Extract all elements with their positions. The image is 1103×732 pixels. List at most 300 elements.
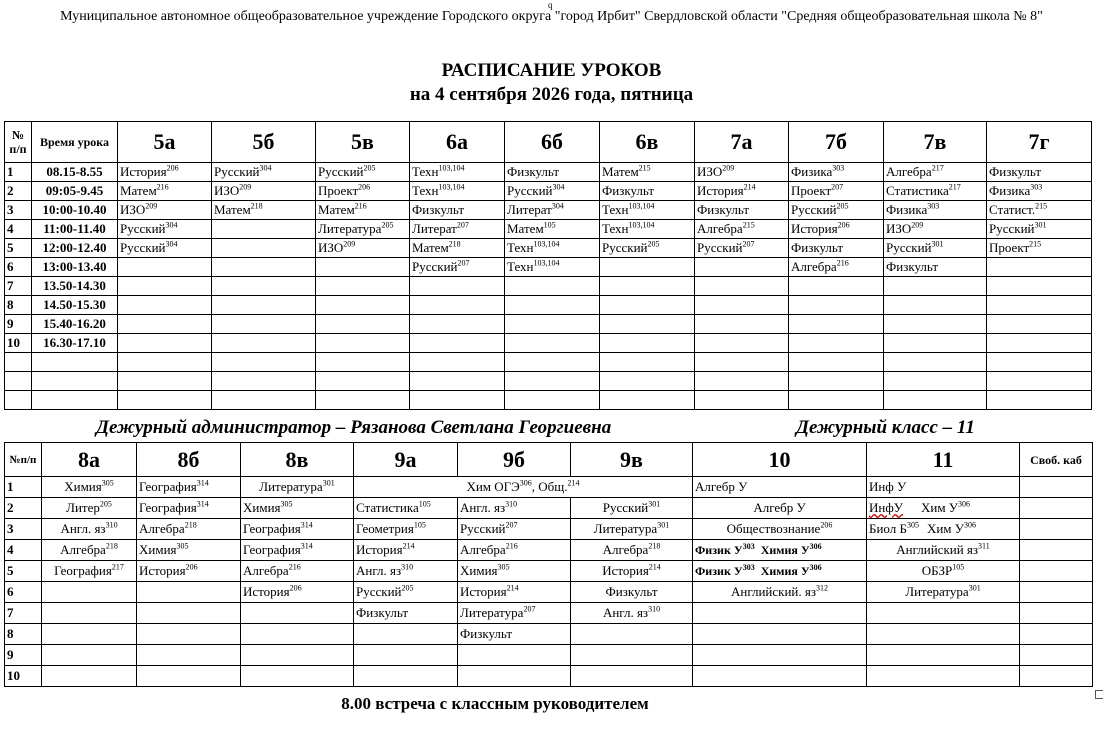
class-header: 5а (118, 122, 212, 163)
table-row (5, 561, 1093, 582)
room-number: 209 (722, 163, 735, 173)
table-row (5, 296, 1092, 315)
lesson-cell (695, 315, 789, 334)
lesson-cell (884, 353, 987, 372)
lesson-cell (884, 315, 987, 334)
lesson-cell (600, 372, 695, 391)
lesson-cell (695, 277, 789, 296)
lesson-cell: Русский$^{304}$ (212, 163, 316, 182)
lesson-cell (137, 582, 241, 603)
class-header: 5в (316, 122, 410, 163)
table-row (5, 277, 1092, 296)
lesson-cell: Русский$^{205}$ (789, 201, 884, 220)
lesson-cell: География$^{314}$ (137, 477, 241, 498)
lesson-cell (867, 666, 1020, 687)
lesson-number: 2 (5, 182, 32, 201)
table-row (5, 182, 1092, 201)
lesson-number (5, 353, 32, 372)
lesson-cell (316, 258, 410, 277)
room-number: 304 (165, 239, 178, 249)
room-number: 303 (927, 201, 940, 211)
lesson-cell: Алгебра$^{218}$ (137, 519, 241, 540)
room-number: 303 (742, 563, 755, 572)
lesson-cell (118, 391, 212, 410)
table-header-row (5, 443, 1093, 477)
room-number: 306 (809, 563, 822, 572)
lesson-cell (695, 372, 789, 391)
room-number: 216 (288, 562, 301, 572)
room-number: 301 (322, 478, 335, 488)
room-number: 305 (906, 520, 919, 530)
lesson-cell: ОБЗР$^{105}$ (867, 561, 1020, 582)
lesson-cell (410, 353, 505, 372)
duty-class: Дежурный класс – 11 (796, 417, 975, 438)
lesson-cell (600, 353, 695, 372)
lesson-cell (867, 603, 1020, 624)
room-number: 304 (551, 201, 564, 211)
lesson-cell: География$^{314}$ (241, 519, 354, 540)
lesson-cell: Русский$^{207}$ (695, 239, 789, 258)
lesson-cell: Литература$^{301}$ (241, 477, 354, 498)
lesson-cell: Русский$^{304}$ (118, 239, 212, 258)
lesson-cell (137, 666, 241, 687)
lesson-number: 1 (5, 477, 42, 498)
room-number: 218 (648, 541, 661, 551)
class-header: 6а (410, 122, 505, 163)
lesson-cell (458, 666, 571, 687)
lesson-cell: Литерат$^{207}$ (410, 220, 505, 239)
room-number: 215 (742, 220, 755, 230)
room-number: 105 (413, 520, 426, 530)
lesson-cell: Проект$^{207}$ (789, 182, 884, 201)
lesson-cell (600, 391, 695, 410)
page-subtitle: на 4 сентября 2026 года, пятница (409, 84, 694, 105)
lesson-cell (354, 666, 458, 687)
room-number: 214 (567, 478, 580, 488)
lesson-cell: Химия$^{305}$ (458, 561, 571, 582)
table-row (5, 315, 1092, 334)
lesson-cell (693, 666, 867, 687)
lesson-time: 12:00-12.40 (32, 239, 118, 258)
lesson-cell: Физкульт (354, 603, 458, 624)
lesson-time: 16.30-17.10 (32, 334, 118, 353)
lesson-cell (505, 296, 600, 315)
lesson-cell: Физика$^{303}$ (987, 182, 1092, 201)
class-header: 11 (867, 443, 1020, 477)
lesson-cell (600, 296, 695, 315)
lesson-cell (410, 277, 505, 296)
lesson-cell: Физкульт (571, 582, 693, 603)
room-number: 301 (968, 583, 981, 593)
room-number: 205 (836, 201, 849, 211)
lesson-cell (789, 296, 884, 315)
lesson-cell: Физкульт (600, 182, 695, 201)
lesson-cell: Русский$^{207}$ (458, 519, 571, 540)
lesson-cell (987, 353, 1092, 372)
lesson-cell (137, 645, 241, 666)
lesson-cell (789, 353, 884, 372)
room-number: 305 (280, 499, 293, 509)
lesson-cell (1020, 540, 1093, 561)
lesson-cell (695, 391, 789, 410)
lesson-cell: Литература$^{301}$ (571, 519, 693, 540)
lesson-cell: Техн$^{103,104}$ (410, 182, 505, 201)
lesson-cell (212, 277, 316, 296)
school-name: Муниципальное автономное общеобразовательное учреждение Городского округа "город Ирбит" Свердловской области "Средняя общеобразовательная школа № 8" (60, 9, 1043, 24)
room-number: 301 (657, 520, 670, 530)
room-number: 306 (963, 520, 976, 530)
room-number: 214 (506, 583, 519, 593)
lesson-cell (137, 624, 241, 645)
room-number: 216 (156, 182, 169, 192)
paragraph-mark: q (548, 0, 553, 10)
lesson-cell: Статистика$^{105}$ (354, 498, 458, 519)
lesson-cell (316, 315, 410, 334)
room-number: 205 (363, 163, 376, 173)
lesson-cell: Инф У (867, 477, 1020, 498)
table-row (5, 201, 1092, 220)
lesson-cell: Физкульт (987, 163, 1092, 182)
lesson-cell: Химия$^{305}$ (137, 540, 241, 561)
class-header: 9в (571, 443, 693, 477)
lesson-number: 10 (5, 334, 32, 353)
lesson-cell (241, 624, 354, 645)
lesson-cell (1020, 603, 1093, 624)
lesson-cell (693, 645, 867, 666)
lesson-cell (410, 296, 505, 315)
room-number: 314 (300, 541, 313, 551)
lesson-cell (316, 277, 410, 296)
lesson-cell (987, 258, 1092, 277)
lesson-cell (118, 296, 212, 315)
lesson-cell (42, 645, 137, 666)
room-number: 311 (978, 541, 990, 551)
room-number: 103,104 (438, 163, 465, 173)
room-number: 306 (519, 478, 532, 488)
lesson-cell: Алгебра$^{218}$ (42, 540, 137, 561)
lesson-cell (1020, 645, 1093, 666)
table-row (5, 353, 1092, 372)
room-number: 310 (648, 604, 661, 614)
lesson-number: 1 (5, 163, 32, 182)
schedule-table-5-7 (4, 121, 1092, 410)
lesson-cell (42, 624, 137, 645)
lesson-part: Биол $Б^{305}$ (869, 520, 919, 536)
room-number: 105 (952, 562, 965, 572)
lesson-time: 09:05-9.45 (32, 182, 118, 201)
lesson-cell: Матем$^{218}$ (410, 239, 505, 258)
lesson-cell (241, 603, 354, 624)
lesson-cell: Проект$^{206}$ (316, 182, 410, 201)
lesson-cell: Статист.$^{215}$ (987, 201, 1092, 220)
lesson-cell (884, 296, 987, 315)
lesson-cell (118, 372, 212, 391)
table-row (5, 540, 1093, 561)
table-row (5, 666, 1093, 687)
lesson-cell (789, 391, 884, 410)
lesson-number: 6 (5, 582, 42, 603)
lesson-cell (1020, 624, 1093, 645)
room-number: 205 (99, 499, 112, 509)
lesson-cell (118, 315, 212, 334)
lesson-cell: Физкульт (884, 258, 987, 277)
lesson-cell: Русский$^{301}$ (987, 220, 1092, 239)
table-row (5, 258, 1092, 277)
lesson-cell: Техн$^{103,104}$ (410, 163, 505, 182)
schedule-table-8-11 (4, 442, 1093, 687)
room-number: 216 (836, 258, 849, 268)
lesson-cell (354, 624, 458, 645)
room-number: 218 (448, 239, 461, 249)
room-number: 206 (166, 163, 179, 173)
lesson-cell: Русский$^{304}$ (118, 220, 212, 239)
lesson-cell (505, 353, 600, 372)
num-header: №п/п (5, 443, 42, 477)
lesson-cell (987, 334, 1092, 353)
lesson-cell (458, 645, 571, 666)
duty-administrator: Дежурный администратор – Рязанова Светлана Георгиевна (96, 417, 612, 438)
meeting-note: 8.00 встреча с классным руководителем (341, 694, 649, 713)
room-number: 207 (742, 239, 755, 249)
table-row (5, 163, 1092, 182)
room-number: 314 (196, 478, 209, 488)
lesson-cell: Английский. $яз^{312}$ (693, 582, 867, 603)
lesson-cell: География$^{314}$ (241, 540, 354, 561)
lesson-cell: Физкульт (410, 201, 505, 220)
lesson-cell (867, 498, 1020, 519)
lesson-time (32, 353, 118, 372)
lesson-cell (884, 334, 987, 353)
class-header: 6б (505, 122, 600, 163)
table-row (5, 477, 1093, 498)
lesson-cell (571, 666, 693, 687)
lesson-part: Химия $У^{306}$ (760, 563, 822, 578)
class-header: 8а (42, 443, 137, 477)
lesson-cell (987, 296, 1092, 315)
lesson-cell: Русский$^{301}$ (571, 498, 693, 519)
room-number: 303 (1030, 182, 1043, 192)
lesson-cell (693, 603, 867, 624)
lesson-time: 15.40-16.20 (32, 315, 118, 334)
lesson-cell (212, 372, 316, 391)
lesson-cell (316, 353, 410, 372)
lesson-cell: Русский$^{205}$ (600, 239, 695, 258)
lesson-cell: История$^{206}$ (137, 561, 241, 582)
lesson-cell (884, 372, 987, 391)
lesson-cell (987, 391, 1092, 410)
lesson-cell (789, 315, 884, 334)
table-row (5, 582, 1093, 603)
lesson-cell: Русский$^{205}$ (354, 582, 458, 603)
lesson-cell: Химия$^{305}$ (42, 477, 137, 498)
lesson-number: 3 (5, 201, 32, 220)
lesson-cell: История$^{206}$ (118, 163, 212, 182)
room-number: 305 (497, 562, 510, 572)
lesson-cell (212, 258, 316, 277)
lesson-cell (987, 372, 1092, 391)
lesson-cell (354, 645, 458, 666)
lesson-cell: Техн$^{103,104}$ (600, 220, 695, 239)
lesson-number: 9 (5, 315, 32, 334)
lesson-time: 10:00-10.40 (32, 201, 118, 220)
lesson-cell: Русский$^{304}$ (505, 182, 600, 201)
lesson-part: Химия $У^{306}$ (760, 542, 822, 557)
lesson-cell: ИЗО$^{209}$ (212, 182, 316, 201)
lesson-cell (212, 353, 316, 372)
table-header-row (5, 122, 1092, 163)
table-row (5, 498, 1093, 519)
lesson-cell: Литерат$^{304}$ (505, 201, 600, 220)
lesson-cell (600, 334, 695, 353)
lesson-cell (118, 334, 212, 353)
room-number: 310 (105, 520, 118, 530)
lesson-cell: Техн$^{103,104}$ (505, 239, 600, 258)
room-number: 217 (948, 182, 961, 192)
lesson-time (32, 391, 118, 410)
lesson-cell: История$^{214}$ (354, 540, 458, 561)
room-number: 217 (931, 163, 944, 173)
room-number: 103,104 (533, 258, 560, 268)
room-number: 207 (523, 604, 536, 614)
lesson-cell (505, 372, 600, 391)
lesson-cell: Литература$^{205}$ (316, 220, 410, 239)
table-row (5, 624, 1093, 645)
room-number: 310 (505, 499, 518, 509)
lesson-cell (212, 239, 316, 258)
room-number: 103,104 (628, 201, 655, 211)
class-header: 7в (884, 122, 987, 163)
lesson-cell: Литер$^{205}$ (42, 498, 137, 519)
room-number: 312 (816, 583, 829, 593)
room-number: 217 (111, 562, 124, 572)
lesson-cell (241, 666, 354, 687)
lesson-cell (884, 277, 987, 296)
lesson-cell: История$^{214}$ (458, 582, 571, 603)
room-number: 209 (343, 239, 356, 249)
room-number: 215 (638, 163, 651, 173)
room-number: 207 (457, 258, 470, 268)
lesson-cell (118, 277, 212, 296)
lesson-cell: История$^{206}$ (241, 582, 354, 603)
lesson-cell: Техн$^{103,104}$ (600, 201, 695, 220)
lesson-cell: География$^{217}$ (42, 561, 137, 582)
table-row (5, 220, 1092, 239)
lesson-cell (600, 258, 695, 277)
lesson-part: Хим $У^{306}$ (926, 520, 976, 536)
lesson-number: 10 (5, 666, 42, 687)
lesson-number: 2 (5, 498, 42, 519)
lesson-cell: Русский$^{205}$ (316, 163, 410, 182)
lesson-cell (212, 391, 316, 410)
lesson-cell (137, 603, 241, 624)
lesson-number: 8 (5, 624, 42, 645)
lesson-cell (987, 315, 1092, 334)
table-row (5, 239, 1092, 258)
lesson-cell (1020, 666, 1093, 687)
lesson-cell: Алгебра$^{215}$ (695, 220, 789, 239)
lesson-cell (693, 540, 867, 561)
room-number: 206 (289, 583, 302, 593)
lesson-cell (212, 334, 316, 353)
lesson-cell: Физкульт (458, 624, 571, 645)
free-rooms-header: Своб. каб (1020, 443, 1093, 477)
room-number: 206 (185, 562, 198, 572)
class-header: 7б (789, 122, 884, 163)
lesson-cell (212, 296, 316, 315)
class-header: 6в (600, 122, 695, 163)
lesson-part: Хим $У^{306}$ (920, 499, 971, 515)
lesson-cell: Англ. $яз^{310}$ (42, 519, 137, 540)
lesson-cell (1020, 519, 1093, 540)
lesson-cell: Русский$^{301}$ (884, 239, 987, 258)
lesson-time (32, 372, 118, 391)
lesson-cell: ИЗО$^{209}$ (884, 220, 987, 239)
lesson-cell: Алгебра$^{216}$ (458, 540, 571, 561)
lesson-cell (212, 220, 316, 239)
lesson-cell: Проект$^{215}$ (987, 239, 1092, 258)
lesson-cell: Литература$^{207}$ (458, 603, 571, 624)
lesson-cell (789, 372, 884, 391)
room-number: 314 (196, 499, 209, 509)
num-header: № п/п (5, 122, 32, 163)
lesson-cell (212, 315, 316, 334)
room-number: 103,104 (533, 239, 560, 249)
room-number: 305 (176, 541, 189, 551)
table-row (5, 519, 1093, 540)
room-number: 209 (239, 182, 252, 192)
lesson-cell (695, 334, 789, 353)
lesson-number (5, 391, 32, 410)
room-number: 206 (358, 182, 371, 192)
class-header: 7а (695, 122, 789, 163)
table-row (5, 334, 1092, 353)
room-number: 205 (381, 220, 394, 230)
room-number: 301 (1034, 220, 1047, 230)
lesson-cell: Английский $яз^{311}$ (867, 540, 1020, 561)
lesson-cell: Алгебр У (693, 477, 867, 498)
room-number: 209 (911, 220, 924, 230)
room-number: 207 (831, 182, 844, 192)
lesson-cell: Химия$^{305}$ (241, 498, 354, 519)
lesson-cell (789, 334, 884, 353)
table-row (5, 372, 1092, 391)
room-number: 215 (1029, 239, 1042, 249)
lesson-cell (505, 277, 600, 296)
lesson-cell: Геометрия$^{105}$ (354, 519, 458, 540)
lesson-cell: Статистика$^{217}$ (884, 182, 987, 201)
lesson-time: 08.15-8.55 (32, 163, 118, 182)
lesson-cell (867, 645, 1020, 666)
room-number: 216 (505, 541, 518, 551)
lesson-cell: История$^{206}$ (789, 220, 884, 239)
lesson-cell (571, 645, 693, 666)
lesson-number: 5 (5, 239, 32, 258)
lesson-cell: Англ. $яз^{310}$ (458, 498, 571, 519)
lesson-cell (695, 258, 789, 277)
resize-handle[interactable] (1095, 690, 1103, 699)
room-number: 206 (820, 520, 833, 530)
lesson-cell (693, 624, 867, 645)
lesson-cell (600, 277, 695, 296)
lesson-cell (410, 391, 505, 410)
lesson-cell (316, 391, 410, 410)
lesson-cell: Алгебра$^{217}$ (884, 163, 987, 182)
lesson-cell: Обществознание$^{206}$ (693, 519, 867, 540)
lesson-cell: ИЗО$^{209}$ (695, 163, 789, 182)
lesson-cell (505, 334, 600, 353)
lesson-cell (118, 353, 212, 372)
lesson-cell: ИЗО$^{209}$ (316, 239, 410, 258)
